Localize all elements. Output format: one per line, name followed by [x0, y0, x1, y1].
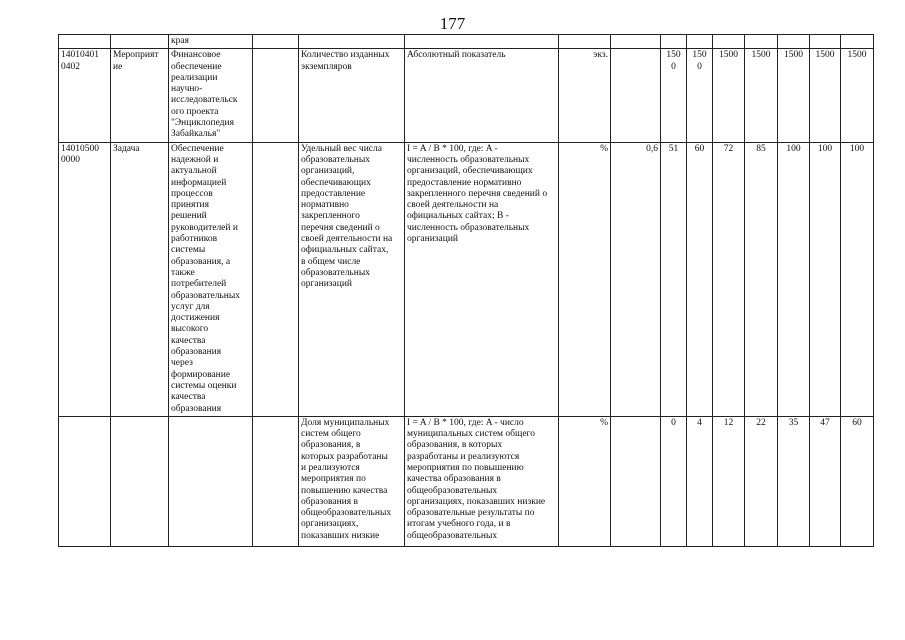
value-cell: 150 0 [687, 49, 713, 142]
value-cell: 35 [778, 416, 810, 546]
name-cell: Обеспечение надежной и актуальной информацией процессов принятия решений руководителей и работников системы образования, а также потребителей образовательных услуг для достижения высокого качества образования через формирование системы оценки качества образования [169, 142, 253, 416]
code-cell: 14010500 0000 [59, 142, 111, 416]
method-cell: Абсолютный показатель [405, 49, 559, 142]
value-cell: 22 [745, 416, 778, 546]
unit-cell: % [559, 416, 611, 546]
table-row-continuation [59, 35, 874, 49]
value-cell: 0 [661, 416, 687, 546]
name-cell: Финансовое обеспечение реализации научно- исследовательск ого проекта "Энциклопедия Забайкалья" [169, 49, 253, 142]
name-cell [169, 416, 253, 546]
value-cell: 1500 [778, 49, 810, 142]
value-cell: 4 [687, 416, 713, 546]
table-row [59, 416, 874, 546]
value-cell: 1500 [745, 49, 778, 142]
value-cell: 100 [810, 142, 841, 416]
table-row [59, 142, 874, 416]
name-cell: края [169, 35, 253, 49]
type-cell: Задача [111, 142, 169, 416]
indicator-cell: Количество изданных экземпляров [299, 49, 405, 142]
value-cell: 150 0 [661, 49, 687, 142]
base-value-cell: 0,6 [611, 142, 661, 416]
indicator-cell: Удельный вес числа образовательных организаций, обеспечивающих предоставление нормативно закрепленного перечня сведений о своей деятельности на официальных сайтах, в общем числе образовательных организаций [299, 142, 405, 416]
value-cell: 1500 [841, 49, 874, 142]
value-cell: 47 [810, 416, 841, 546]
method-cell: I = A / B * 100, где: A - численность образовательных организаций, обеспечивающих предоставление нормативно закрепленного перечня сведений о своей деятельности на официальных сайтах; B - численность образовательных организаций [405, 142, 559, 416]
indicators-table [58, 34, 874, 547]
value-cell: 100 [841, 142, 874, 416]
value-cell: 85 [745, 142, 778, 416]
method-cell: I = A / B * 100, где: A - число муниципальных систем общего образования, в которых разработаны и реализуются мероприятия по повышению качества образования в общеобразовательных организациях, показавших низкие образовательные результаты по итогам учебного года, и в общеобразовательных [405, 416, 559, 546]
type-cell: Мероприят ие [111, 49, 169, 142]
table-row [59, 49, 874, 142]
value-cell: 100 [778, 142, 810, 416]
type-cell [111, 416, 169, 546]
code-cell [59, 416, 111, 546]
value-cell: 60 [687, 142, 713, 416]
indicator-cell: Доля муниципальных систем общего образования, в которых разработаны и реализуются мероприятия по повышению качества образования в общеобразовательных организациях, показавших низкие [299, 416, 405, 546]
page-number: 177 [439, 14, 466, 33]
unit-cell: % [559, 142, 611, 416]
value-cell: 60 [841, 416, 874, 546]
value-cell: 1500 [713, 49, 745, 142]
value-cell: 51 [661, 142, 687, 416]
value-cell: 12 [713, 416, 745, 546]
code-cell: 14010401 0402 [59, 49, 111, 142]
unit-cell: экз. [559, 49, 611, 142]
value-cell: 1500 [810, 49, 841, 142]
value-cell: 72 [713, 142, 745, 416]
base-value-cell [611, 416, 661, 546]
base-value-cell [611, 49, 661, 142]
